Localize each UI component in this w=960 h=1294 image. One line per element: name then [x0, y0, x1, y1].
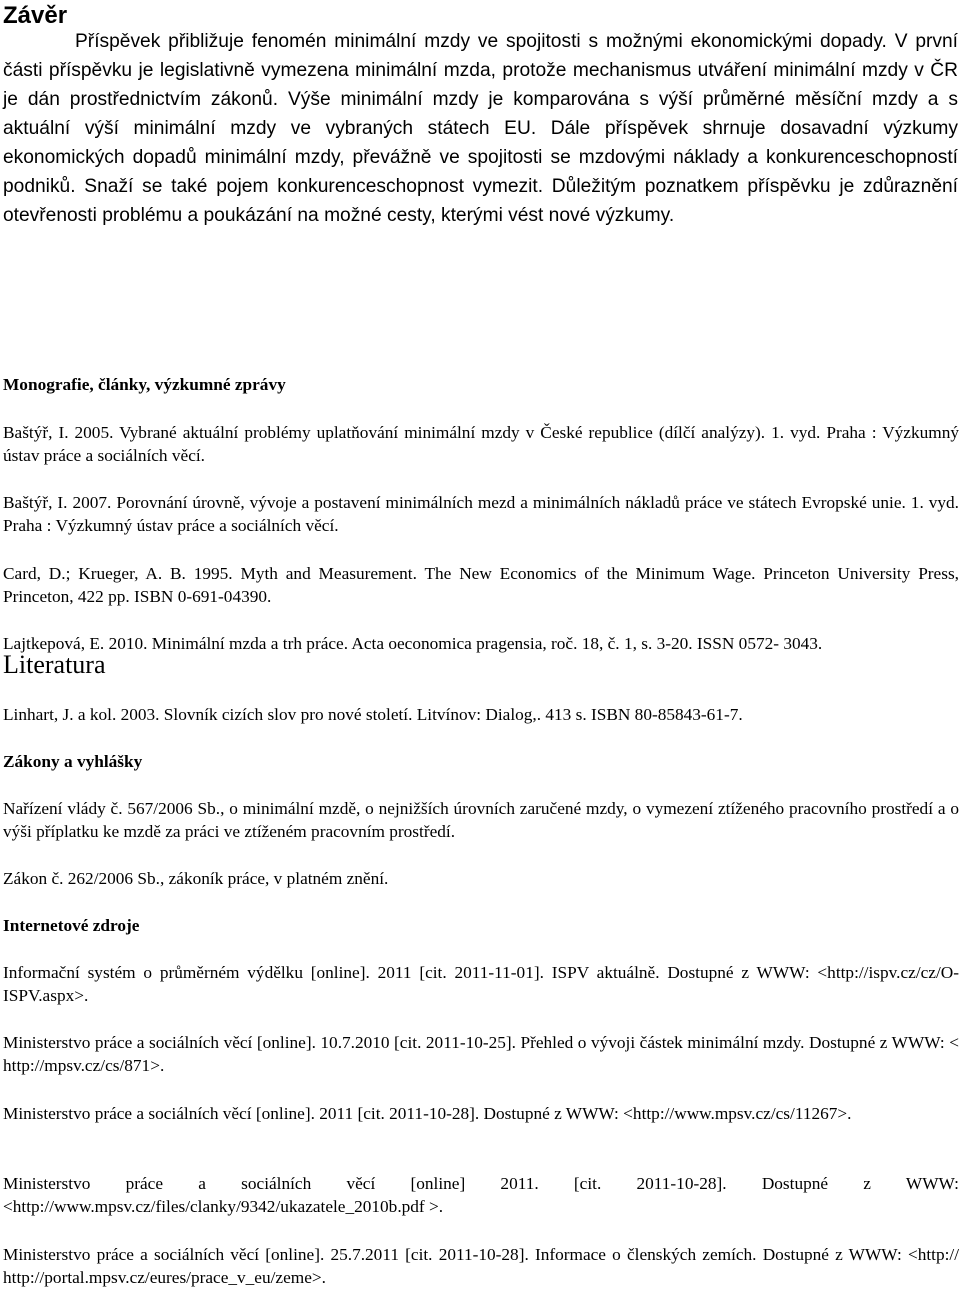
subheading-monographs: Monografie, články, výzkumné zprávy: [3, 375, 286, 394]
reference-item: Informační systém o průměrném výdělku [online]. 2011 [cit. 2011-11-01]. ISPV aktuálně. Dostupné z WWW: <http://ispv.cz/cz/O-ISPV.aspx>.: [3, 963, 959, 1005]
reference-item: Ministerstvo práce a sociálních věcí [online]. 25.7.2011 [cit. 2011-10-28]. Informace o členských zemích. Dostupné z WWW: <http:// http://portal.mpsv.cz/eures/prace_v_eu/zeme>.: [3, 1245, 959, 1287]
reference-item: Ministerstvo práce a sociálních věcí [online] 2011. [cit. 2011-10-28]. Dostupné z WWW: <http://www.mpsv.cz/files/clanky/9342/ukazatele_2010b.pdf >.: [3, 1174, 959, 1216]
reference-item: Nařízení vlády č. 567/2006 Sb., o minimální mzdě, o nejnižších úrovních zaručené mzdy, o vymezení ztíženého pracovního prostředí a o výši příplatku ke mzdě za práci ve ztíženém pracovním prostředí.: [3, 799, 959, 841]
reference-item: Card, D.; Krueger, A. B. 1995. Myth and Measurement. The New Economics of the Minimum Wage. Princeton University Press, Princeton, 422 pp. ISBN 0-691-04390.: [3, 564, 959, 606]
reference-item: Linhart, J. a kol. 2003. Slovník cizích slov pro nové století. Litvínov: Dialog,. 413 s. ISBN 80-85843-61-7.: [3, 705, 743, 724]
subheading-internet: Internetové zdroje: [3, 916, 140, 935]
reference-item: Zákon č. 262/2006 Sb., zákoník práce, v platném znění.: [3, 869, 389, 888]
section-title: Závěr: [3, 2, 68, 29]
conclusion-paragraph: Příspěvek přibližuje fenomén minimální mzdy ve spojitosti s možnými ekonomickými dopady. V první části příspěvku je legislativně vymezena minimální mzda, protože mechanismus utváření minimální mzdy v ČR je dán prostřednictvím zákonů. Výše minimální mzdy je komparována s výší průměrné měsíční mzdy a s aktuální výší minimální mzdy ve vybraných státech EU. Dále příspěvek shrnuje dosavadní výzkumy ekonomických dopadů minimální mzdy, převážně ve spojitosti se mzdovými náklady a konkurenceschopností podniků. Snaží se také pojem konkurenceschopnost vymezit. Důležitým poznatkem příspěvku je zdůraznění otevřenosti problému a poukázání na možné cesty, kterými vést nové výzkumy.: [3, 31, 958, 226]
reference-item: Ministerstvo práce a sociálních věcí [online]. 10.7.2010 [cit. 2011-10-25]. Přehled o vývoji částek minimální mzdy. Dostupné z WWW: < http://mpsv.cz/cs/871>.: [3, 1033, 959, 1075]
reference-item: Lajtkepová, E. 2010. Minimální mzda a trh práce. Acta oeconomica pragensia, roč. 18, č. 1, s. 3-20. ISSN 0572- 3043.: [3, 634, 823, 653]
reference-item: Baštýř, I. 2007. Porovnání úrovně, vývoje a postavení minimálních mezd a minimálních nákladů práce ve státech Evropské unie. 1. vyd. Praha : Výzkumný ústav práce a sociálních věcí.: [3, 493, 959, 535]
reference-item: Baštýř, I. 2005. Vybrané aktuální problémy uplatňování minimální mzdy v České republice (dílčí analýzy). 1. vyd. Praha : Výzkumný ústav práce a sociálních věcí.: [3, 423, 959, 465]
reference-item: Ministerstvo práce a sociálních věcí [online]. 2011 [cit. 2011-10-28]. Dostupné z WWW: <http://www.mpsv.cz/cs/11267>.: [3, 1104, 852, 1123]
subheading-laws: Zákony a vyhlášky: [3, 752, 143, 771]
literature-title: Literatura: [3, 650, 106, 679]
